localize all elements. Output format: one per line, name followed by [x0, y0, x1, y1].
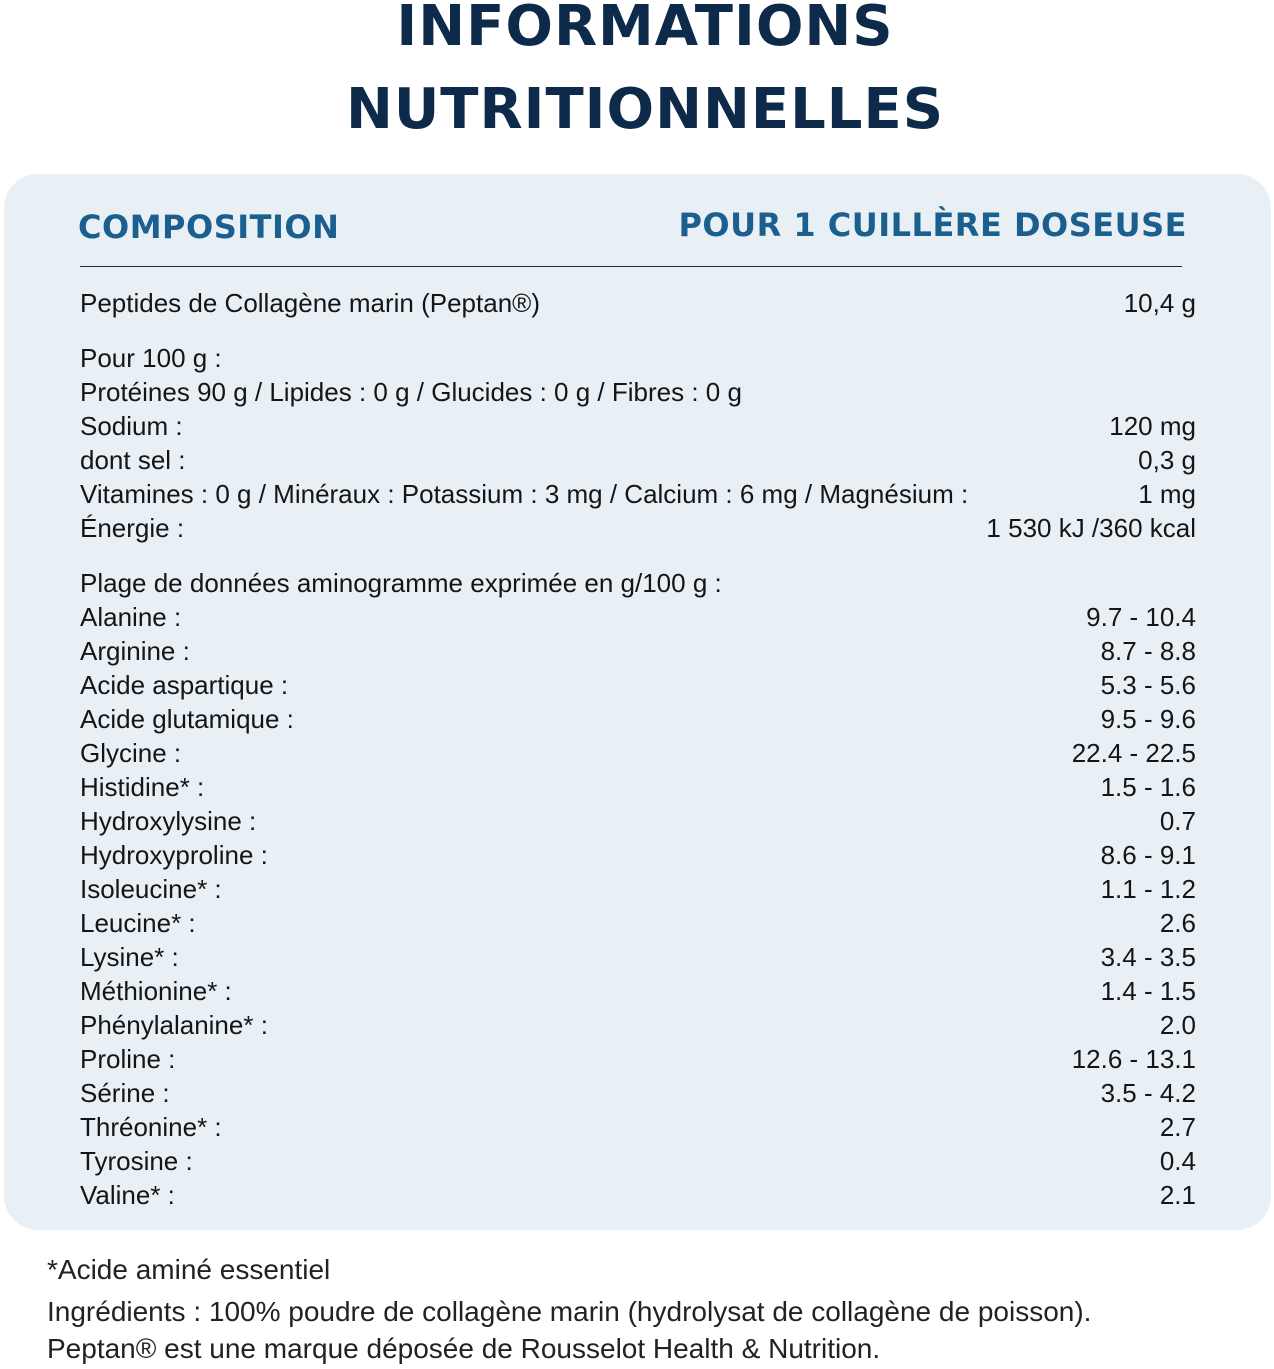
amino-title-row: [80, 566, 1196, 600]
amino-acid-value: 1.1 - 1.2: [1100, 874, 1196, 904]
amino-acid-value: 12.6 - 13.1: [1071, 1044, 1196, 1074]
table-row: [80, 1042, 1196, 1076]
energy-value: 1 530 kJ /360 kcal: [986, 513, 1196, 543]
amino-acid-value: 3.4 - 3.5: [1100, 942, 1196, 972]
amino-acid-name: Acide glutamique :: [80, 704, 294, 734]
table-row: [80, 1076, 1196, 1110]
trademark-text: Peptan® est une marque déposée de Rousselot Health & Nutrition.: [47, 1333, 881, 1364]
page-title-line-1: INFORMATIONS: [396, 0, 894, 59]
table-row: [80, 872, 1196, 906]
amino-acid-name: Hydroxyproline :: [80, 840, 268, 870]
sodium-value: 120 mg: [1109, 411, 1196, 441]
table-row: [80, 838, 1196, 872]
amino-acid-name: Phénylalanine* :: [80, 1010, 268, 1040]
column-header-per-scoop: POUR 1 CUILLÈRE DOSEUSE: [678, 206, 1187, 244]
amino-acid-name: Sérine :: [80, 1078, 170, 1108]
amino-acid-name: Arginine :: [80, 636, 190, 666]
column-header-composition: COMPOSITION: [78, 208, 340, 246]
minerals-value: 1 mg: [1138, 479, 1196, 509]
table-row: [80, 1110, 1196, 1144]
amino-acid-value: 2.0: [1159, 1010, 1196, 1040]
ingredients-text: Ingrédients : 100% poudre de collagène marin (hydrolysat de collagène de poisson).: [47, 1296, 1092, 1327]
amino-acid-name: Acide aspartique :: [80, 670, 289, 700]
table-row: [80, 600, 1196, 634]
salt-value: 0,3 g: [1138, 445, 1196, 475]
amino-acid-name: Tyrosine :: [80, 1146, 193, 1176]
amino-acid-value: 2.7: [1159, 1112, 1196, 1142]
sodium-row: [80, 409, 1196, 443]
page-title-line-2: NUTRITIONNELLES: [345, 77, 945, 142]
amino-acid-value: 3.5 - 4.2: [1100, 1078, 1196, 1108]
amino-acid-value: 8.7 - 8.8: [1100, 636, 1196, 666]
amino-acid-value: 2.6: [1159, 908, 1196, 938]
table-row: [80, 940, 1196, 974]
salt-label: dont sel :: [80, 445, 186, 475]
amino-acid-name: Méthionine* :: [80, 976, 232, 1006]
header-divider: [80, 266, 1182, 267]
main-ingredient-value: 10,4 g: [1123, 288, 1196, 318]
amino-acid-value: 8.6 - 9.1: [1100, 840, 1196, 870]
table-row: [80, 974, 1196, 1008]
salt-row: [80, 443, 1196, 477]
amino-acid-value: 0.4: [1159, 1146, 1196, 1176]
table-row: [80, 668, 1196, 702]
amino-acid-name: Lysine* :: [80, 942, 179, 972]
amino-section-title: Plage de données aminogramme exprimée en g/100 g :: [80, 568, 722, 598]
macros-text: Protéines 90 g / Lipides : 0 g / Glucides : 0 g / Fibres : 0 g: [80, 377, 742, 407]
amino-acid-name: Isoleucine* :: [80, 874, 222, 904]
amino-acid-value: 5.3 - 5.6: [1100, 670, 1196, 700]
amino-acid-value: 22.4 - 22.5: [1071, 738, 1196, 768]
amino-acid-name: Glycine :: [80, 738, 182, 768]
amino-acid-value: 0.7: [1159, 806, 1196, 836]
amino-acid-name: Hydroxylysine :: [80, 806, 257, 836]
table-row: [80, 1144, 1196, 1178]
energy-row: [80, 511, 1196, 545]
amino-acid-name: Valine* :: [80, 1180, 175, 1210]
minerals-row: [80, 477, 1196, 511]
table-row: [80, 702, 1196, 736]
essential-amino-note: *Acide aminé essentiel: [47, 1254, 331, 1285]
amino-acid-name: Proline :: [80, 1044, 176, 1074]
table-row: [80, 906, 1196, 940]
amino-acid-name: Alanine :: [80, 602, 182, 632]
per-100g-label: Pour 100 g :: [80, 343, 222, 373]
macros-row: [80, 375, 1196, 409]
amino-acid-value: 2.1: [1159, 1180, 1196, 1210]
energy-label: Énergie :: [80, 513, 185, 543]
sodium-label: Sodium :: [80, 411, 183, 441]
main-ingredient-label: Peptides de Collagène marin (Peptan®): [80, 288, 540, 318]
table-row: [80, 1008, 1196, 1042]
table-row: [80, 804, 1196, 838]
table-row: [80, 1178, 1196, 1212]
amino-acid-name: Histidine* :: [80, 772, 205, 802]
main-ingredient-row: [80, 286, 1196, 320]
table-row: [80, 770, 1196, 804]
per-100g-label-row: [80, 341, 1196, 375]
amino-acid-value: 9.7 - 10.4: [1086, 602, 1196, 632]
amino-acid-value: 1.4 - 1.5: [1100, 976, 1196, 1006]
amino-acid-name: Thréonine* :: [80, 1112, 222, 1142]
amino-acid-value: 1.5 - 1.6: [1100, 772, 1196, 802]
minerals-label: Vitamines : 0 g / Minéraux : Potassium : 3 mg / Calcium : 6 mg / Magnésium :: [80, 479, 969, 509]
table-row: [80, 736, 1196, 770]
table-row: [80, 634, 1196, 668]
amino-acid-value: 9.5 - 9.6: [1100, 704, 1196, 734]
amino-acid-name: Leucine* :: [80, 908, 196, 938]
